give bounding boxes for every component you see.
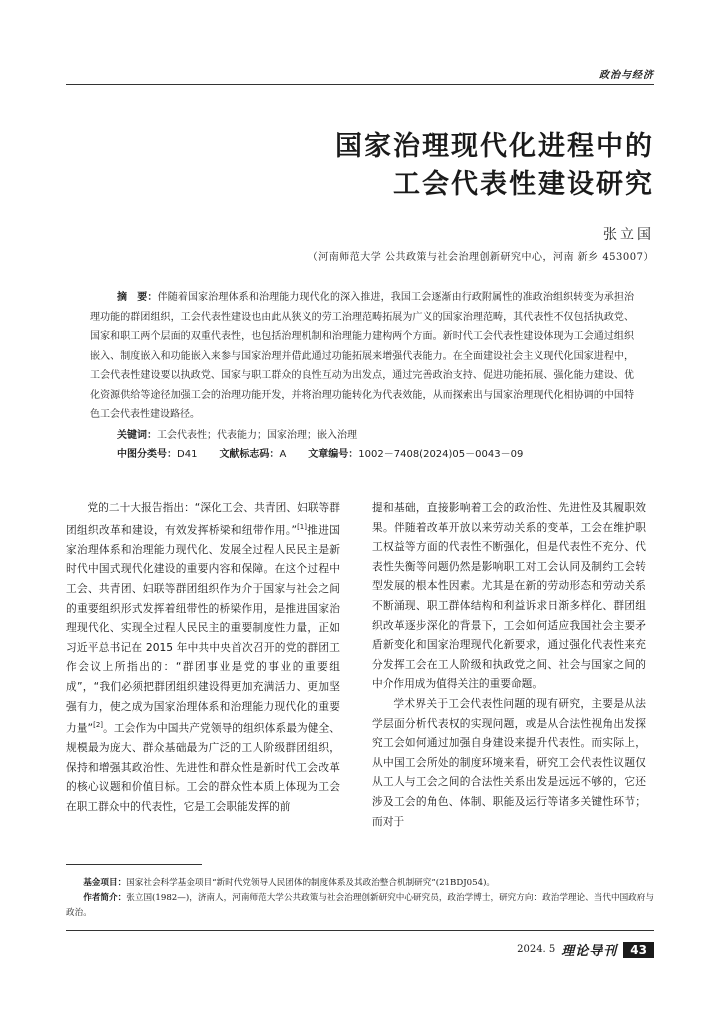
abstract-block (90, 288, 634, 464)
article-no-value: 1002－7408(2024)05－0043－09 (358, 448, 524, 460)
author-affiliation: （河南师范大学 公共政策与社会治理创新研究中心，河南 新乡 453007） (307, 252, 654, 263)
body-paragraph: 学术界关于工会代表性问题的现有研究，主要是从法学层面分析代表权的实现问题，或是从合法性视角出发探究工会如何通过加强自身建设来提升代表性。而实际上，从中国工会所处的制度环境来看，研究工会代表性议题仅从工人与工会之间的合法性关系出发是远远不够的，它还涉及工会的角色、体制、职能及运行等诸多关键性环节；而对于 (372, 696, 646, 828)
fund-label: 基金项目： (83, 878, 127, 888)
keywords-text: 工会代表性；代表能力；国家治理；嵌入治理 (157, 429, 357, 441)
journal-name: 理论导刊 (561, 944, 618, 959)
article-no-label: 文章编号： (308, 448, 359, 460)
bio-label: 作者简介： (83, 893, 127, 903)
article-title (335, 128, 654, 204)
body-text: 。工会作为中国共产党领导的组织体系最为健全、规模最为庞大、群众基础最为广泛的工人阶级群团组织，保持和增强其政治性、先进性和群众性是新时代工会改革的核心议题和价值目标。工会的群众性本质上体现为工会在职工群众中的代表性，它是工会职能发挥的前 (66, 721, 340, 814)
title-line-1: 国家治理现代化进程中的 (335, 131, 654, 162)
abstract (90, 288, 634, 425)
body-column-right (372, 498, 646, 831)
page-footer (517, 940, 654, 959)
title-line-2: 工会代表性建设研究 (393, 169, 654, 200)
fund-note (66, 876, 654, 891)
keywords-label: 关键词： (117, 429, 157, 441)
section-tag: 政治与经济 (599, 70, 654, 81)
body-text: 推进国家治理体系和治理能力现代化、发展全过程人民民主是新时代中国式现代化建设的重要内容和保障。在这个过程中工会、共青团、妇联等群团组织作为介于国家与社会之间的重要组织形式发挥着纽带性的桥梁作用，是推进国家治理现代化、实现全过程人民民主的重要制度性力量，正如习近平总书记在 2015 年中共中央首次召开的党的群团工作会议上所指出的：“群团事业是党的事业的重要组成”，“我们必须把群团组织建设得更加充满活力、更加坚强有力，使之成为国家治理体系和治理能力现代化的重要力量” (66, 523, 340, 735)
doc-code-label: 文献标志码： (219, 448, 280, 460)
classification-line (90, 445, 634, 464)
header-rule (66, 84, 654, 85)
body-paragraph (66, 498, 340, 817)
clc-value: D41 (177, 448, 198, 460)
keywords (90, 426, 634, 445)
issue-number: 2024. 5 (517, 944, 556, 955)
body-column-left (66, 498, 340, 817)
body-paragraph: 提和基础，直接影响着工会的政治性、先进性及其履职效果。伴随着改革开放以来劳动关系的变革，工会在维护职工权益等方面的代表性不断强化，但是代表性不充分、代表性失衡等问题仍然是影响职工对工会认同及制约工会转型发展的根本性因素。尤其是在新的劳动形态和劳动关系不断涌现、职工群体结构和利益诉求日渐多样化、群团组织改革逐步深化的背景下，工会如何适应我国社会主要矛盾新变化和国家治理现代化新要求，通过强化代表性来充分发挥工会在工人阶级和执政党之间、社会与国家之间的中介作用成为值得关注的重要命题。 (372, 501, 646, 691)
bio-text: 张立国(1982—)，济南人，河南师范大学公共政策与社会治理创新研究中心研究员，政治学博士，研究方向：政治学理论、当代中国政府与政治。 (66, 893, 654, 918)
author-bio (66, 891, 654, 921)
abstract-label: 摘 要： (117, 292, 158, 303)
fund-text: 国家社会科学基金项目“新时代党领导人民团体的制度体系及其政治整合机制研究”(21BDJ054)。 (126, 878, 496, 888)
doc-code-value: A (279, 448, 287, 460)
footer-rule (66, 930, 654, 931)
citation-ref[interactable]: [2] (93, 721, 104, 730)
abstract-text: 伴随着国家治理体系和治理能力现代化的深入推进，我国工会逐渐由行政附属性的准政治组织转变为承担治理功能的群团组织，工会代表性建设也由此从狭义的劳工治理范畴拓展为广义的国家治理范畴，其代表性不仅包括执政党、国家和职工两个层面的双重代表性，也包括治理机制和治理能力建构两个方面。新时代工会代表性建设体现为工会通过组织嵌入、制度嵌入和功能嵌入来参与国家治理并借此通过功能拓展来增强代表能力。在全面建设社会主义现代化国家进程中，工会代表性建设要以执政党、国家与职工群众的良性互动为出发点，通过完善政治支持、促进功能拓展、强化能力建设、优化资源供给等途径加强工会的治理功能开发，并将治理功能转化为代表效能，从而探索出与国家治理现代化相协调的中国特色工会代表性建设路径。 (90, 292, 635, 420)
body-text: 党的二十大报告指出：“深化工会、共青团、妇联等群团组织改革和建设，有效发挥桥梁和纽带作用。” (66, 501, 340, 537)
author-name: 张立国 (603, 227, 654, 243)
footnotes (66, 876, 654, 921)
clc-label: 中图分类号： (117, 448, 177, 460)
page-number: 43 (623, 942, 654, 958)
footnote-rule (66, 864, 202, 865)
citation-ref[interactable]: [1] (297, 522, 307, 531)
